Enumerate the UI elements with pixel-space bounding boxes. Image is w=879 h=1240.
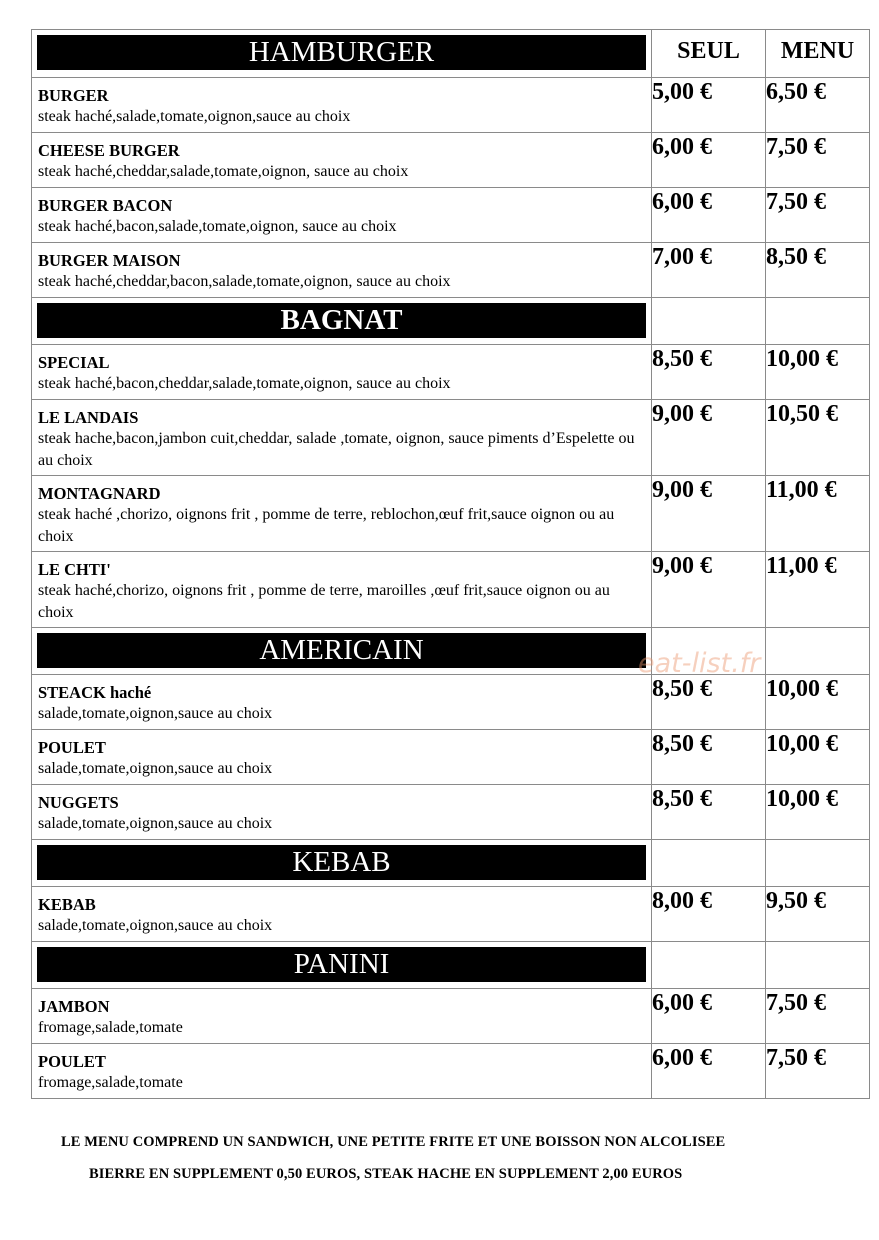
- item-description: steak haché ,chorizo, oignons frit , pomme de terre, reblochon,œuf frit,sauce oignon ou au choix: [38, 506, 615, 545]
- item-name: LE LANDAIS: [38, 408, 139, 427]
- item-description: steak haché,cheddar,bacon,salade,tomate,oignon, sauce au choix: [38, 273, 451, 290]
- footer-supplement-note: BIERRE EN SUPPLEMENT 0,50 EUROS, STEAK HACHE EN SUPPLEMENT 2,00 EUROS: [89, 1166, 683, 1182]
- menu-item: [32, 400, 870, 476]
- price-menu: 9,50 €: [766, 887, 870, 942]
- item-description: steak haché,bacon,cheddar,salade,tomate,oignon, sauce au choix: [38, 375, 451, 392]
- price-seul: 6,00 €: [652, 1044, 766, 1099]
- item-description: salade,tomate,oignon,sauce au choix: [38, 815, 273, 832]
- item-name: POULET: [38, 738, 106, 757]
- menu-item: [32, 1044, 870, 1099]
- section-header-bagnat: [32, 298, 870, 345]
- menu-item: [32, 989, 870, 1044]
- item-name: BURGER: [38, 86, 109, 105]
- price-seul: 9,00 €: [652, 400, 766, 476]
- price-menu: 7,50 €: [766, 188, 870, 243]
- menu-item: [32, 133, 870, 188]
- section-title: HAMBURGER: [37, 35, 646, 70]
- section-header-kebab: [32, 840, 870, 887]
- menu-item: [32, 675, 870, 730]
- menu-item: [32, 78, 870, 133]
- item-description: steak haché,bacon,salade,tomate,oignon, sauce au choix: [38, 218, 397, 235]
- price-seul: 9,00 €: [652, 552, 766, 628]
- item-description: salade,tomate,oignon,sauce au choix: [38, 760, 273, 777]
- price-menu: 7,50 €: [766, 989, 870, 1044]
- section-header-hamburger: [32, 30, 870, 78]
- price-menu: 10,00 €: [766, 345, 870, 400]
- menu-item: [32, 730, 870, 785]
- column-header-menu: MENU: [766, 30, 870, 78]
- price-seul: 8,00 €: [652, 887, 766, 942]
- price-menu: 7,50 €: [766, 133, 870, 188]
- item-description: steak haché,chorizo, oignons frit , pomme de terre, maroilles ,œuf frit,sauce oignon ou au choix: [38, 582, 610, 621]
- item-description: steak haché,salade,tomate,oignon,sauce au choix: [38, 108, 351, 125]
- item-name: LE CHTI': [38, 560, 111, 579]
- price-seul: 8,50 €: [652, 785, 766, 840]
- item-name: JAMBON: [38, 997, 110, 1016]
- menu-item: [32, 552, 870, 628]
- menu-item: [32, 785, 870, 840]
- item-name: NUGGETS: [38, 793, 119, 812]
- price-seul: 9,00 €: [652, 476, 766, 552]
- price-menu: 10,00 €: [766, 675, 870, 730]
- item-description: fromage,salade,tomate: [38, 1019, 183, 1036]
- item-name: BURGER BACON: [38, 196, 173, 215]
- item-name: BURGER MAISON: [38, 251, 181, 270]
- item-description: steak haché,cheddar,salade,tomate,oignon, sauce au choix: [38, 163, 409, 180]
- item-name: CHEESE BURGER: [38, 141, 180, 160]
- price-seul: 8,50 €: [652, 675, 766, 730]
- price-seul: 8,50 €: [652, 730, 766, 785]
- item-description: salade,tomate,oignon,sauce au choix: [38, 705, 273, 722]
- price-menu: 10,00 €: [766, 785, 870, 840]
- menu-table: [31, 29, 870, 1099]
- price-menu: 7,50 €: [766, 1044, 870, 1099]
- item-name: POULET: [38, 1052, 106, 1071]
- item-name: STEACK haché: [38, 683, 152, 702]
- item-name: SPECIAL: [38, 353, 110, 372]
- section-title: PANINI: [37, 947, 646, 982]
- price-seul: 8,50 €: [652, 345, 766, 400]
- price-menu: 11,00 €: [766, 552, 870, 628]
- price-menu: 11,00 €: [766, 476, 870, 552]
- item-name: KEBAB: [38, 895, 96, 914]
- menu-item: [32, 345, 870, 400]
- item-description: fromage,salade,tomate: [38, 1074, 183, 1091]
- menu-item: [32, 188, 870, 243]
- price-menu: 6,50 €: [766, 78, 870, 133]
- price-menu: 10,00 €: [766, 730, 870, 785]
- menu-item: [32, 243, 870, 298]
- column-header-seul: SEUL: [652, 30, 766, 78]
- price-menu: 8,50 €: [766, 243, 870, 298]
- menu-item: [32, 476, 870, 552]
- price-seul: 6,00 €: [652, 188, 766, 243]
- price-menu: 10,50 €: [766, 400, 870, 476]
- price-seul: 5,00 €: [652, 78, 766, 133]
- item-description: salade,tomate,oignon,sauce au choix: [38, 917, 273, 934]
- item-description: steak hache,bacon,jambon cuit,cheddar, salade ,tomate, oignon, sauce piments d’Espelette ou au choix: [38, 430, 635, 469]
- item-name: MONTAGNARD: [38, 484, 161, 503]
- section-title: BAGNAT: [37, 303, 646, 338]
- watermark-text: eat-list.fr: [638, 648, 761, 679]
- section-title: AMERICAIN: [37, 633, 646, 668]
- section-header-panini: [32, 942, 870, 989]
- footer-menu-note: LE MENU COMPREND UN SANDWICH, UNE PETITE FRITE ET UNE BOISSON NON ALCOLISEE: [61, 1134, 726, 1150]
- price-seul: 7,00 €: [652, 243, 766, 298]
- price-seul: 6,00 €: [652, 133, 766, 188]
- menu-item: [32, 887, 870, 942]
- price-seul: 6,00 €: [652, 989, 766, 1044]
- section-title: KEBAB: [37, 845, 646, 880]
